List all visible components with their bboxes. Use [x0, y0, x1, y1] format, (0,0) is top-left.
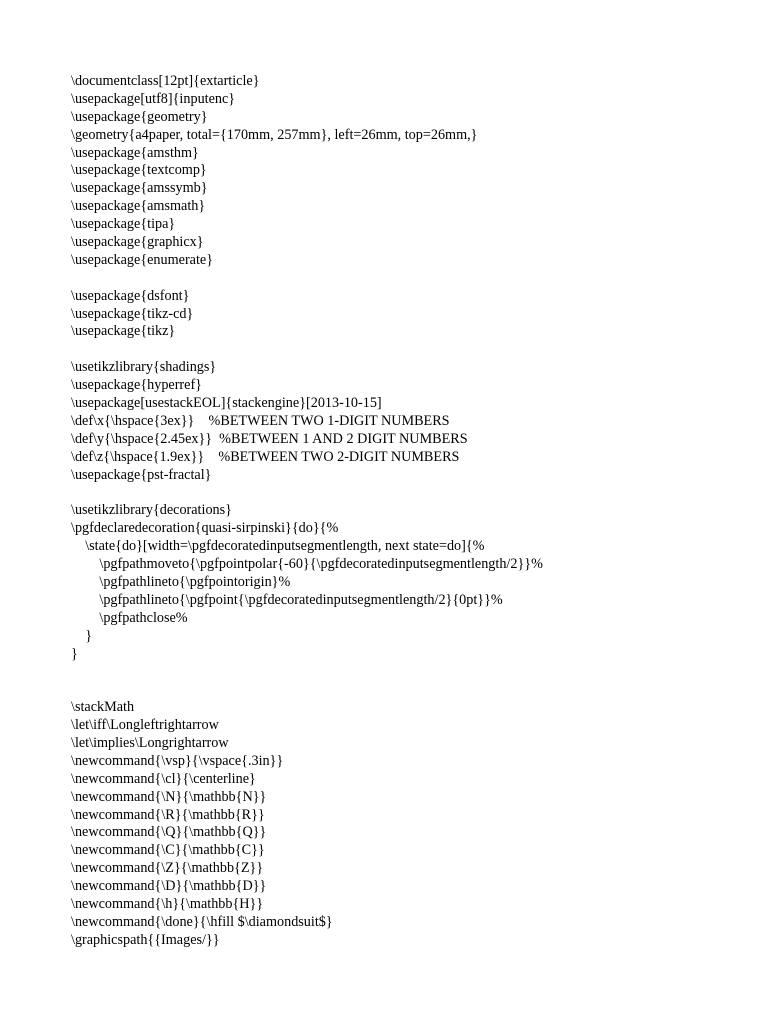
text-line: \newcommand{\N}{\mathbb{N}}: [71, 788, 267, 805]
text-line: \def\x{\hspace{3ex}} %BETWEEN TWO 1-DIGIT NUMBERS: [71, 412, 450, 429]
text-line: \graphicspath{{Images/}}: [71, 931, 220, 948]
blank-line: [71, 270, 751, 288]
blank-line: [71, 663, 751, 681]
blank-line: [71, 681, 751, 699]
text-line: \def\z{\hspace{1.9ex}} %BETWEEN TWO 2-DIGIT NUMBERS: [71, 448, 460, 465]
text-line: \newcommand{\vsp}{\vspace{.3in}}: [71, 752, 284, 769]
text-line: \usepackage{dsfont}: [71, 287, 190, 304]
text-line: \usepackage{pst-fractal}: [71, 466, 212, 483]
text-line: \pgfdeclaredecoration{quasi-sirpinski}{do}{%: [71, 520, 339, 537]
text-line: }: [71, 627, 92, 644]
text-line: \usepackage{enumerate}: [71, 251, 214, 268]
text-line: }: [71, 645, 78, 662]
text-line: \usepackage{tikz}: [71, 323, 176, 340]
text-line: \newcommand{\C}{\mathbb{C}}: [71, 842, 265, 859]
text-line: \stackMath: [71, 699, 135, 716]
text-line: \usepackage{textcomp}: [71, 162, 207, 179]
text-line: \documentclass[12pt]{extarticle}: [71, 73, 260, 89]
blank-line: [71, 341, 751, 359]
text-line: \usepackage{amsmath}: [71, 198, 206, 215]
text-line: \geometry{a4paper, total={170mm, 257mm}, left=26mm, top=26mm,}: [71, 126, 478, 143]
text-line: \newcommand{\Z}{\mathbb{Z}}: [71, 860, 264, 877]
text-line: \newcommand{\Q}{\mathbb{Q}}: [71, 824, 267, 841]
text-line: \usepackage{amssymb}: [71, 180, 208, 197]
text-line: \newcommand{\cl}{\centerline}: [71, 770, 256, 787]
text-line: \newcommand{\h}{\mathbb{H}}: [71, 895, 264, 912]
text-line: \usetikzlibrary{shadings}: [71, 359, 217, 376]
text-line: \usepackage{tipa}: [71, 216, 176, 233]
text-line: \pgfpathlineto{\pgfpoint{\pgfdecoratedinputsegmentlength/2}{0pt}}%: [71, 591, 503, 608]
text-line: \usetikzlibrary{decorations}: [71, 502, 232, 519]
text-line: \pgfpathlineto{\pgfpointorigin}%: [71, 573, 291, 590]
text-line: \usepackage[usestackEOL]{stackengine}[2013-10-15]: [71, 395, 382, 412]
text-line: \let\iff\Longleftrightarrow: [71, 717, 219, 734]
text-line: \newcommand{\done}{\hfill $\diamondsuit$}: [71, 913, 333, 930]
text-line: \pgfpathmoveto{\pgfpointpolar{-60}{\pgfdecoratedinputsegmentlength/2}}%: [71, 556, 543, 573]
text-line: \usepackage{geometry}: [71, 108, 208, 125]
blank-line: [71, 484, 751, 502]
text-line: \let\implies\Longrightarrow: [71, 734, 229, 751]
text-line: \usepackage{hyperref}: [71, 377, 202, 394]
text-line: \newcommand{\D}{\mathbb{D}}: [71, 878, 267, 895]
text-line: \def\y{\hspace{2.45ex}} %BETWEEN 1 AND 2 DIGIT NUMBERS: [71, 430, 468, 447]
text-line: \usepackage{amsthm}: [71, 144, 199, 161]
text-line: \usepackage{graphicx}: [71, 234, 204, 251]
text-line: \pgfpathclose%: [71, 609, 188, 626]
text-line: \usepackage{tikz-cd}: [71, 305, 194, 322]
latex-preamble-text: [71, 73, 751, 950]
text-line: \state{do}[width=\pgfdecoratedinputsegmentlength, next state=do]{%: [71, 538, 485, 555]
text-line: \usepackage[utf8]{inputenc}: [71, 90, 236, 107]
text-line: \newcommand{\R}{\mathbb{R}}: [71, 806, 265, 823]
